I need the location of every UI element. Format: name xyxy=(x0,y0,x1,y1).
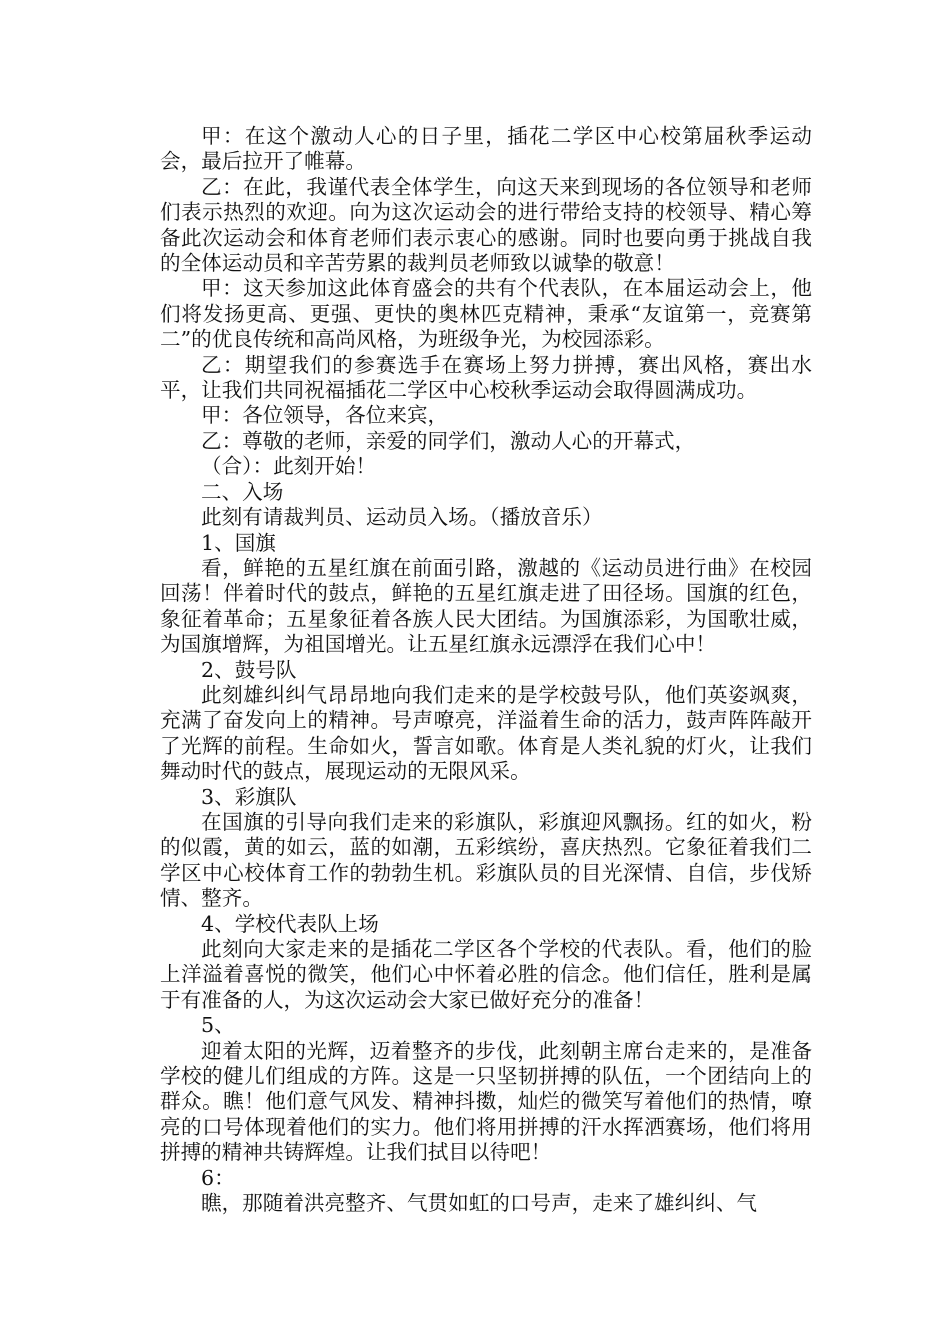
paragraph: 在国旗的引导向我们走来的彩旗队，彩旗迎风飘扬。红的如火，粉的似霞，黄的如云，蓝的如潮，五彩缤纷，喜庆热烈。它象征着我们二学区中心校体育工作的勃勃生机。彩旗队员的目光深情、自信，步伐矫情、整齐。 xyxy=(160,809,812,911)
subsection-heading: 4、学校代表队上场 xyxy=(201,911,379,936)
subsection-heading: 3、彩旗队 xyxy=(201,784,297,809)
subsection-heading: 1、国旗 xyxy=(201,530,276,555)
section-heading: 二、入场 xyxy=(201,479,284,504)
subsection-heading: 2、鼓号队 xyxy=(201,657,297,682)
paragraph: 甲：在这个激动人心的日子里，插花二学区中心校第届秋季运动会，最后拉开了帷幕。 xyxy=(160,124,812,174)
subsection-heading: 6： xyxy=(201,1165,235,1190)
document-body xyxy=(160,124,812,1216)
paragraph: （合）：此刻开始！ xyxy=(201,454,377,479)
paragraph: 甲：各位领导，各位来宾， xyxy=(201,403,449,428)
paragraph: 瞧，那随着洪亮整齐、气贯如虹的口号声，走来了雄纠纠、气 xyxy=(201,1191,758,1216)
paragraph: 乙：期望我们的参赛选手在赛场上努力拼搏，赛出风格，赛出水平，让我们共同祝福插花二学区中心校秋季运动会取得圆满成功。 xyxy=(160,352,812,403)
paragraph: 此刻有请裁判员、运动员入场。（播放音乐） xyxy=(201,505,603,530)
paragraph: 乙：在此，我谨代表全体学生，向这天来到现场的各位领导和老师们表示热烈的欢迎。向为这次运动会的进行带给支持的校领导、精心筹备此次运动会和体育老师们表示衷心的感谢。同时也要向勇于挑战自我的全体运动员和辛苦劳累的裁判员老师致以诚挚的敬意！ xyxy=(160,174,812,276)
paragraph: 迎着太阳的光辉，迈着整齐的步伐，此刻朝主席台走来的，是准备学校的健儿们组成的方阵。这是一只坚韧拼搏的队伍，一个团结向上的群众。瞧！他们意气风发、精神抖擞，灿烂的微笑写着他们的热情，嘹亮的口号体现着他们的实力。他们将用拼搏的汗水挥洒赛场，他们将用拼搏的精神共铸辉煌。让我们拭目以待吧！ xyxy=(160,1038,812,1165)
paragraph: 看，鲜艳的五星红旗在前面引路，激越的《运动员进行曲》在校园回荡！伴着时代的鼓点，鲜艳的五星红旗走进了田径场。国旗的红色，象征着革命；五星象征着各族人民大团结。为国旗添彩，为国歌壮威，为国旗增辉，为祖国增光。让五星红旗永远漂浮在我们心中！ xyxy=(160,555,812,657)
paragraph: 此刻雄纠纠气昂昂地向我们走来的是学校鼓号队，他们英姿飒爽，充满了奋发向上的精神。号声嘹亮，洋溢着生命的活力，鼓声阵阵敲开了光辉的前程。生命如火，誓言如歌。体育是人类礼貌的灯火，让我们舞动时代的鼓点，展现运动的无限风采。 xyxy=(160,682,812,784)
subsection-heading: 5、 xyxy=(201,1013,235,1038)
paragraph: 甲：这天参加这此体育盛会的共有个代表队，在本届运动会上，他们将发扬更高、更强、更快的奥林匹克精神，秉承“友谊第一，竞赛第二”的优良传统和高尚风格，为班级争光，为校园添彩。 xyxy=(160,276,812,352)
paragraph: 此刻向大家走来的是插花二学区各个学校的代表队。看，他们的脸上洋溢着喜悦的微笑，他们心中怀着必胜的信念。他们信任，胜利是属于有准备的人，为这次运动会大家已做好充分的准备！ xyxy=(160,937,812,1012)
paragraph: 乙：尊敬的老师，亲爱的同学们，激动人心的开幕式， xyxy=(201,428,696,453)
